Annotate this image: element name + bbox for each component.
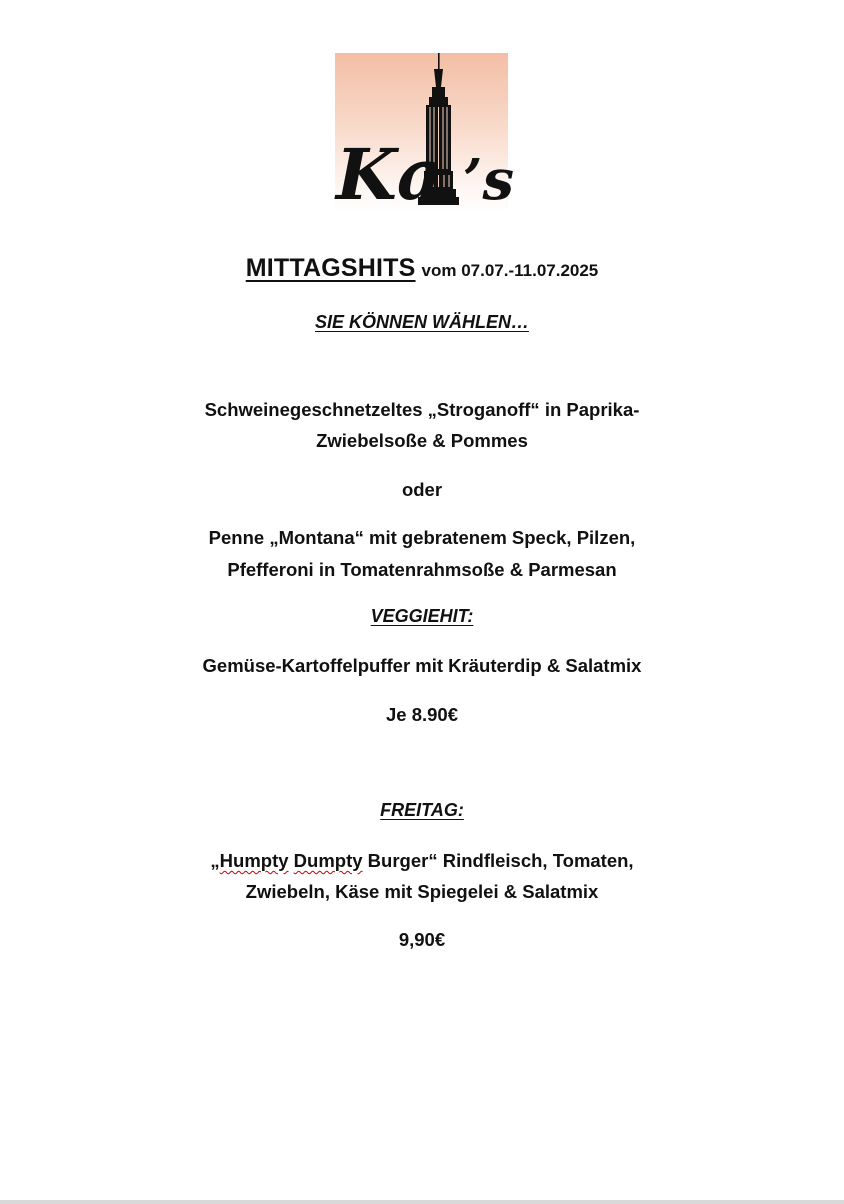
logo-text-left: Ka <box>336 133 443 216</box>
logo-text-right: ’s <box>463 147 515 213</box>
friday-dish-quote-open: „ <box>210 850 220 871</box>
friday-dish-word-dumpty: Dumpty <box>293 850 363 871</box>
menu-title-line <box>0 254 844 290</box>
dish-2-line-2: Pfefferoni in Tomatenrahmsoße & Parmesan <box>227 559 617 580</box>
veggie-dish: Gemüse-Kartoffelpuffer mit Kräuterdip & Salatmix <box>202 655 642 676</box>
friday-dish-line-1 <box>0 845 844 877</box>
friday-heading: FREITAG: <box>380 800 464 820</box>
friday-dish-word-humpty: Humpty <box>219 850 289 871</box>
price-each: Je 8.90€ <box>385 704 458 725</box>
restaurant-logo <box>335 53 515 216</box>
dish-1-line-1: Schweinegeschnetzeltes „Stroganoff“ in Paprika- <box>204 399 640 420</box>
friday-dish-line-2: Zwiebeln, Käse mit Spiegelei & Salatmix <box>245 881 599 902</box>
date-range: vom 07.07.-11.07.2025 <box>421 261 599 280</box>
choose-heading: SIE KÖNNEN WÄHLEN… <box>314 312 529 332</box>
dish-2-line-1: Penne „Montana“ mit gebratenem Speck, Pilzen, <box>208 527 636 548</box>
page-bottom-border <box>0 1200 844 1204</box>
dish-1-line-2: Zwiebelsoße & Pommes <box>316 430 528 451</box>
friday-dish-line-1-rest: Burger“ Rindfleisch, Tomaten, <box>362 850 634 871</box>
skyscraper-icon <box>335 53 515 216</box>
page-title: MITTAGSHITS <box>245 254 416 282</box>
or-label: oder <box>401 479 443 500</box>
friday-price: 9,90€ <box>398 929 446 950</box>
veggie-heading: VEGGIEHIT: <box>370 606 474 626</box>
